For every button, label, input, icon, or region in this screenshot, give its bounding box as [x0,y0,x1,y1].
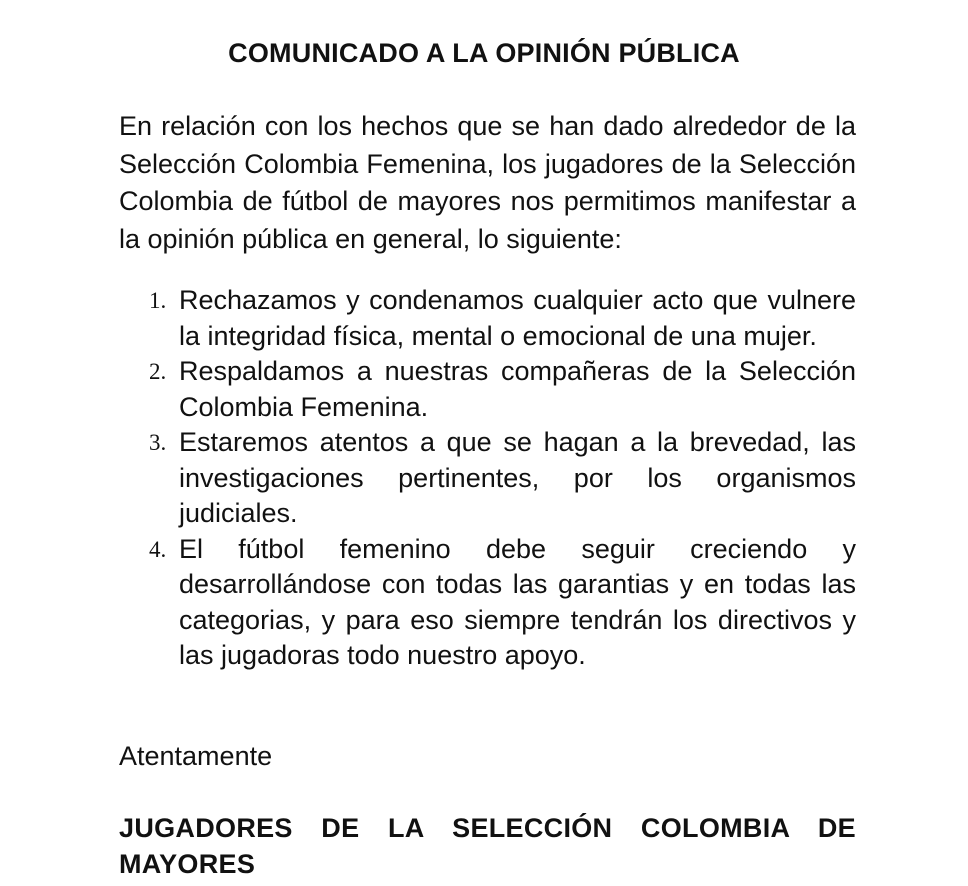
intro-paragraph: En relación con los hechos que se han dado alrededor de la Selección Colombia Femenina, los jugadores de la Selección Colombia de fútbol de mayores nos permitimos manifestar a la opinión pública en general, lo siguiente: [119,111,856,254]
list-item-number: 1. [149,288,167,313]
closing-text: Atentamente [119,741,273,771]
list-item-text: Estaremos atentos a que se hagan a la brevedad, las investigaciones pertinentes, por los organismos judiciales. [179,427,856,528]
statement-list [149,283,856,674]
document-title: COMUNICADO A LA OPINIÓN PÚBLICA [228,38,740,68]
list-item-text: El fútbol femenino debe seguir creciendo y desarrollándose con todas las garantias y en todas las categorias, y para eso siempre tendrán los directivos y las jugadoras todo nuestro apoyo. [179,533,856,670]
list-item-text: Rechazamos y condenamos cualquier acto que vulnere la integridad física, mental o emocional de una mujer. [179,285,856,351]
list-item-number: 4. [149,536,167,562]
list-item [149,425,856,532]
signature-block: JUGADORES DE LA SELECCIÓN COLOMBIA DE MAYORES [119,813,856,879]
list-item-number: 2. [149,359,167,384]
list-item [149,354,856,425]
list-item [149,532,856,674]
list-item-number: 3. [149,430,167,455]
list-item-text: Respaldamos a nuestras compañeras de la Selección Colombia Femenina. [179,356,856,422]
list-item [149,283,856,354]
